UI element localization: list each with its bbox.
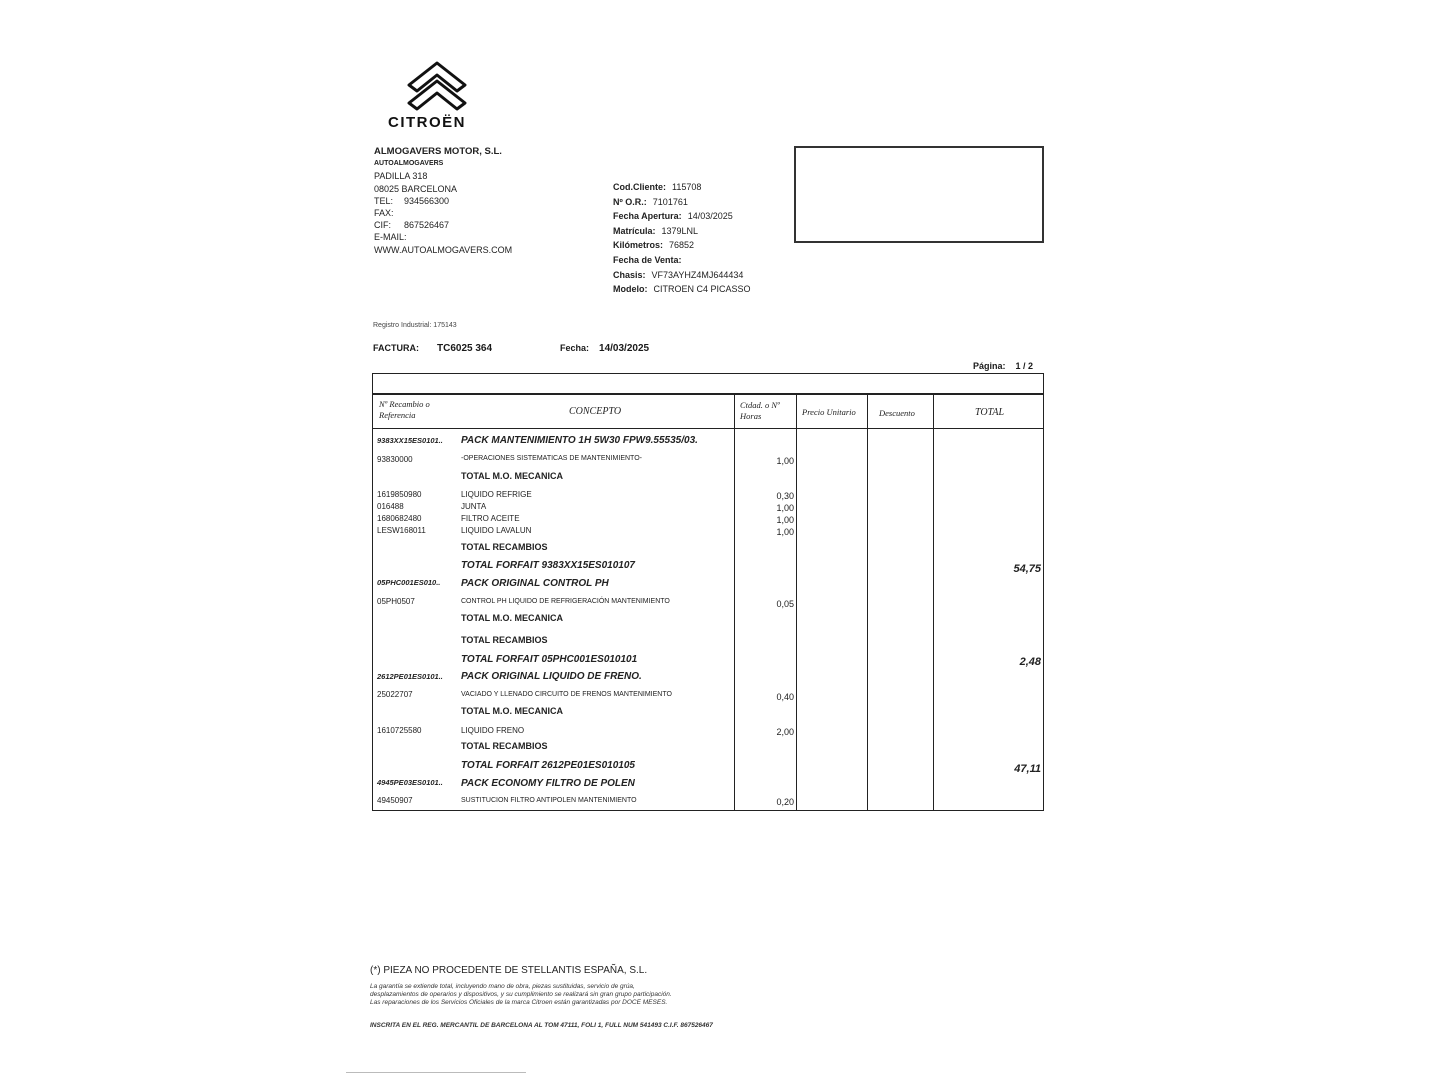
fecha-label: Fecha: [560,343,590,353]
warranty-line: desplazamientos de operarios y dispositivos, y su cumplimiento se realizará sin gran grupo participación. [370,991,672,998]
header-descuento: Descuento [879,408,915,418]
company-name: ALMOGAVERS MOTOR, S.L. [374,146,502,157]
table-header-divider [372,428,1044,429]
company-address: PADILLA 318 [374,171,428,182]
company-tel: 934566300 [404,195,450,206]
header-cantidad: Ctdad. o Nº Horas [740,400,780,421]
row-concept: SUSTITUCION FILTRO ANTIPOLEN MANTENIMIENTO [461,797,637,804]
company-subname: AUTOALMOGAVERS [374,160,444,168]
company-web: WWW.AUTOALMOGAVERS.COM [374,244,513,255]
kilometros: 76852 [669,240,695,251]
invoice-number-row [373,343,492,354]
row-concept: TOTAL RECAMBIOS [461,635,548,645]
company-tel-row [374,195,512,207]
row-total: 2,48 [1019,656,1041,668]
invoice-date-row [560,343,649,354]
citroen-chevrons-icon [405,55,469,111]
tel-label: TEL: [374,195,394,206]
company-info [374,146,512,256]
row-concept: CONTROL PH LIQUIDO DE REFRIGERACIÓN MANTENIMIENTO [461,598,670,605]
row-concept: PACK MANTENIMIENTO 1H 5W30 FPW9.55535/03. [461,435,698,446]
row-qty: 1,00 [776,456,794,466]
warranty-line: La garantía se extiende total, incluyendo mano de obra, piezas sustituidas, servicio de grúa, [370,983,635,990]
header-precio: Precio Unitario [802,407,856,417]
chasis: VF73AYHZ4MJ644434 [651,269,744,280]
or-number: 7101761 [652,196,688,207]
row-ref: 25022707 [377,690,413,699]
row-concept: PACK ORIGINAL CONTROL PH [461,578,609,589]
header-concepto: CONCEPTO [569,406,622,417]
column-divider [796,394,797,810]
header-total: TOTAL [975,407,1005,418]
address-window-box [794,146,1044,243]
pagina-label: Página: [973,361,1006,371]
row-qty: 0,30 [776,491,794,501]
row-concept: PACK ORIGINAL LIQUIDO DE FRENO. [461,671,642,682]
invoice-date: 14/03/2025 [599,343,650,354]
row-concept: LIQUIDO LAVALUN [461,526,532,535]
column-divider [867,394,868,810]
kilometros-label: Kilómetros: [613,240,664,251]
row-ref: 05PH0507 [377,597,415,606]
row-concept: TOTAL FORFAIT 9383XX15ES010107 [461,560,635,571]
row-concept: TOTAL RECAMBIOS [461,741,548,751]
matricula-label: Matrícula: [613,225,656,236]
row-concept: TOTAL M.O. MECANICA [461,471,563,481]
cod-cliente-label: Cod.Cliente: [613,182,666,192]
row-total: 47,11 [1014,763,1041,775]
row-ref: 016488 [377,502,404,511]
row-ref: 2612PE01ES0101.. [377,672,443,681]
company-city: 08025 BARCELONA [374,183,458,194]
matricula: 1379LNL [661,225,699,236]
factura-label: FACTURA: [373,343,419,353]
row-qty: 1,00 [776,527,794,537]
modelo-label: Modelo: [613,284,648,295]
client-info [613,180,751,297]
row-qty: 1,00 [776,515,794,525]
fax-label: FAX: [374,208,394,219]
company-cif-row [374,219,512,231]
row-ref: 05PHC001ES010.. [377,578,441,587]
email-label: E-MAIL: [374,232,407,243]
modelo: CITROEN C4 PICASSO [653,284,751,295]
factura-number: TC6025 364 [437,343,493,354]
page-edge-line [346,1072,526,1073]
registro-industrial: Registro Industrial: 175143 [373,322,457,329]
row-total: 54,75 [1013,563,1041,575]
cod-cliente: 115708 [672,182,702,192]
header-ref: Nº Recambio o Referencia [379,399,430,420]
table-top-divider [372,393,1044,395]
column-divider [734,394,735,810]
row-qty: 0,05 [776,599,794,609]
company-fax-row [374,207,512,219]
chasis-label: Chasis: [613,269,646,280]
row-concept: LIQUIDO REFRIGE [461,490,532,499]
row-concept: VACIADO Y LLENADO CIRCUITO DE FRENOS MANTENIMIENTO [461,691,672,698]
row-concept: JUNTA [461,502,487,511]
row-concept: FILTRO ACEITE [461,514,520,523]
fecha-apertura: 14/03/2025 [687,211,733,222]
brand-logo-text: CITROËN [388,114,466,131]
page-indicator [973,361,1033,371]
row-concept: TOTAL M.O. MECANICA [461,613,563,623]
row-concept: TOTAL FORFAIT 2612PE01ES010105 [461,760,635,771]
warranty-text [370,983,672,1007]
row-concept: PACK ECONOMY FILTRO DE POLEN [461,778,635,789]
row-ref: 1610725580 [377,726,422,735]
row-concept: TOTAL FORFAIT 05PHC001ES010101 [461,654,638,665]
footer-note: (*) PIEZA NO PROCEDENTE DE STELLANTIS ESPAÑA, S.L. [370,965,648,976]
row-ref: 1619850980 [377,490,422,499]
company-cif: 867526467 [404,220,450,231]
warranty-line: Las reparaciones de los Servicios Oficiales de la marca Citroen están garantizadas por DOCE MESES. [370,999,668,1006]
cif-label: CIF: [374,220,391,231]
row-concept: LIQUIDO FRENO [461,726,525,735]
row-concept: -OPERACIONES SISTEMATICAS DE MANTENIMIENTO- [461,455,642,462]
row-ref: 9383XX15ES0101.. [377,436,443,445]
row-ref: LESW168011 [377,526,426,535]
row-ref: 49450907 [377,796,413,805]
row-qty: 1,00 [776,503,794,513]
pagina-value: 1 / 2 [1015,361,1034,371]
column-divider [933,394,934,810]
fecha-venta-label: Fecha de Venta: [613,254,682,265]
row-ref: 4945PE03ES0101.. [377,778,443,787]
row-concept: TOTAL M.O. MECANICA [461,706,563,716]
row-qty: 2,00 [776,727,794,737]
mercantile-registry: INSCRITA EN EL REG. MERCANTIL DE BARCELONA AL TOM 47111, FOLI 1, FULL NUM 541493 C.I.F. 867526467 [370,1022,713,1029]
fecha-apertura-label: Fecha Apertura: [613,211,682,222]
or-label: Nº O.R.: [613,196,647,207]
row-qty: 0,40 [776,692,794,702]
row-concept: TOTAL RECAMBIOS [461,542,548,552]
row-ref: 1680682480 [377,514,422,523]
row-ref: 93830000 [377,455,413,464]
row-qty: 0,20 [776,797,794,807]
